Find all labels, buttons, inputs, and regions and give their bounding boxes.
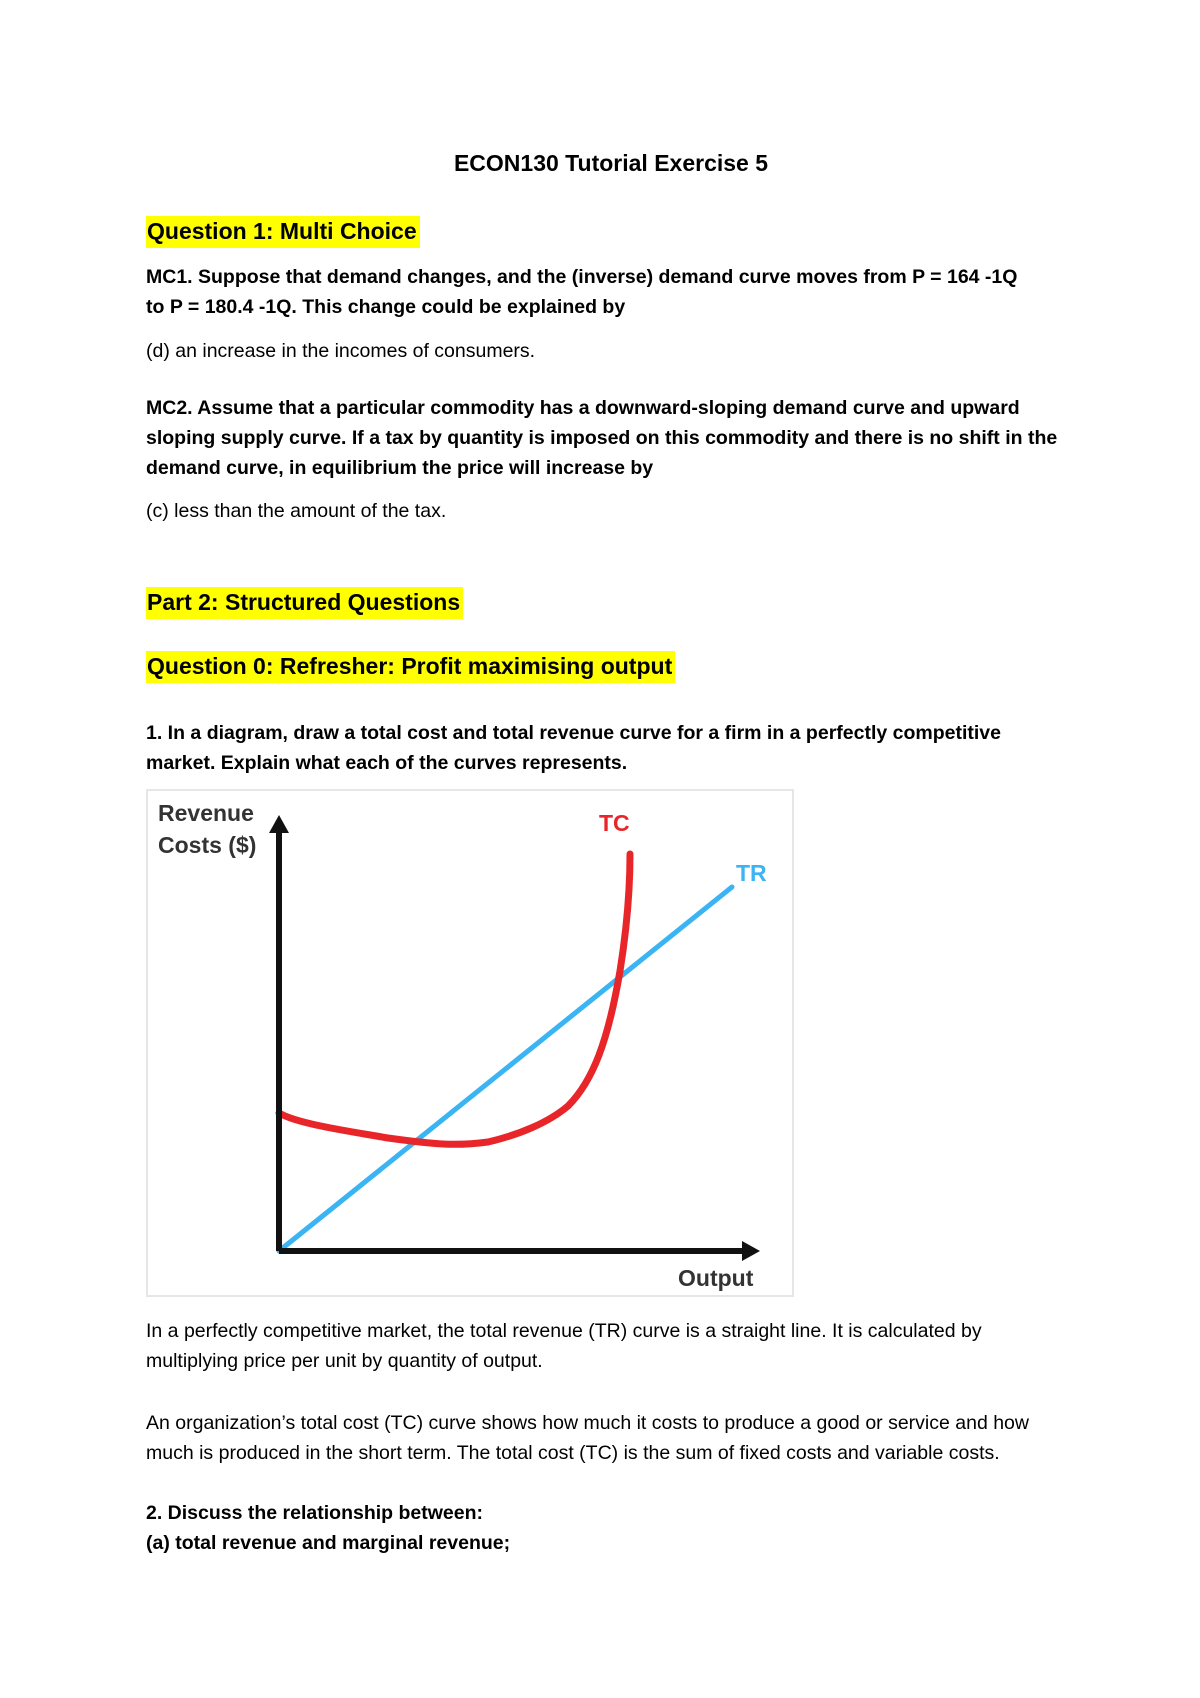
tr-curve bbox=[279, 887, 732, 1251]
mc2-question: MC2. Assume that a particular commodity has a downward-sloping demand curve and upward sloping supply curve. If a tax by quantity is imposed on this commodity and there is no shift in the demand curve, in equilibrium the price will increase by bbox=[146, 397, 1058, 479]
tc-curve bbox=[279, 854, 630, 1144]
page-title: ECON130 Tutorial Exercise 5 bbox=[453, 150, 769, 176]
question-2-part-a: (a) total revenue and marginal revenue; bbox=[146, 1532, 511, 1554]
y-axis-arrow-icon bbox=[269, 815, 289, 833]
mc1-question: MC1. Suppose that demand changes, and the (inverse) demand curve moves from P = 164 -1Q to P = 180.4 -1Q. This change could be explained by bbox=[146, 266, 1018, 318]
mc2-answer: (c) less than the amount of the tax. bbox=[146, 500, 447, 522]
y-axis-label-line1: Revenue bbox=[158, 800, 254, 826]
question-0-heading: Question 0: Refresher: Profit maximising output bbox=[146, 651, 675, 683]
y-axis-label-line2: Costs ($) bbox=[158, 832, 257, 858]
question-0-heading-row bbox=[146, 651, 1076, 683]
tr-label: TR bbox=[736, 860, 767, 886]
question-1-heading-row bbox=[146, 216, 1076, 248]
question-1-heading: Question 1: Multi Choice bbox=[146, 216, 420, 248]
part-2-heading: Part 2: Structured Questions bbox=[146, 587, 463, 619]
x-axis-arrow-icon bbox=[742, 1241, 760, 1261]
mc1-answer: (d) an increase in the incomes of consumers. bbox=[146, 340, 536, 362]
answer-paragraph-tr: In a perfectly competitive market, the total revenue (TR) curve is a straight line. It is calculated by multiplying price per unit by quantity of output. bbox=[146, 1320, 982, 1372]
answer-paragraph-tc: An organization’s total cost (TC) curve shows how much it costs to produce a good or service and how much is produced in the short term. The total cost (TC) is the sum of fixed costs and variable costs. bbox=[146, 1412, 1029, 1464]
question-2-intro: 2. Discuss the relationship between: bbox=[146, 1502, 484, 1524]
question-0-item-1: 1. In a diagram, draw a total cost and total revenue curve for a firm in a perfectly competitive market. Explain what each of the curves represents. bbox=[146, 722, 1002, 774]
x-axis-label: Output bbox=[678, 1265, 754, 1291]
tc-tr-diagram-svg bbox=[148, 791, 796, 1299]
tc-tr-diagram bbox=[146, 789, 794, 1297]
tc-label: TC bbox=[599, 810, 630, 836]
part-2-heading-row bbox=[146, 587, 1076, 619]
